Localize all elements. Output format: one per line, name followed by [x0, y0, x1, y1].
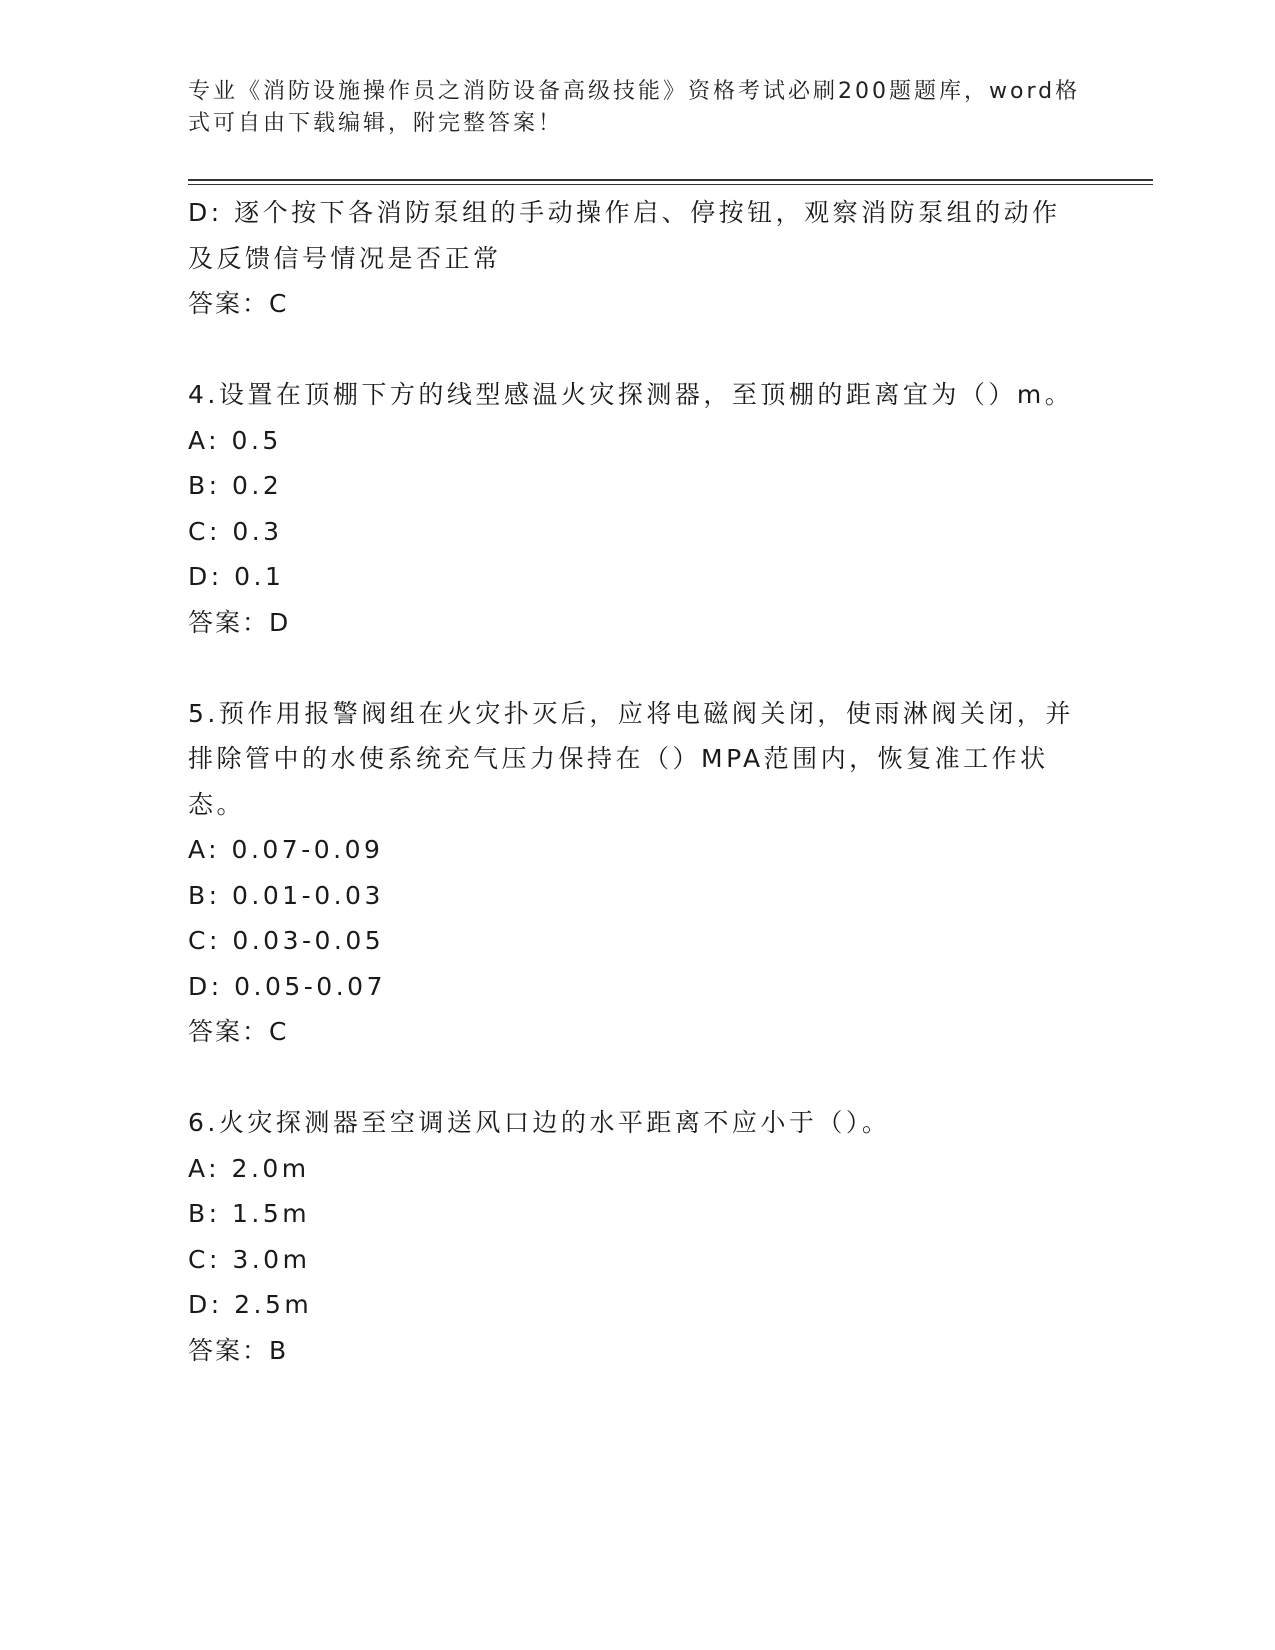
option-c: C: 3.0m	[188, 1244, 311, 1274]
question-stem: 4.设置在顶棚下方的线型感温火灾探测器，至顶棚的距离宜为（）m。	[188, 380, 1074, 409]
option-a: A: 0.07-0.09	[188, 835, 384, 864]
option-b: B: 0.2	[188, 471, 283, 500]
continued-answer: 答案：C	[188, 289, 289, 318]
option-c: C: 0.3	[188, 516, 283, 546]
header-rule-thin	[188, 184, 1153, 185]
question-5	[188, 691, 1088, 1055]
spacer	[188, 327, 1088, 373]
option-d: D: 0.05-0.07	[188, 971, 386, 1001]
header-rule-thick	[188, 179, 1153, 181]
question-stem: 6.火灾探测器至空调送风口边的水平距离不应小于（）。	[188, 1108, 891, 1137]
question-content	[188, 190, 1088, 1373]
spacer	[188, 645, 1088, 691]
option-b: B: 1.5m	[188, 1199, 311, 1228]
option-c: C: 0.03-0.05	[188, 926, 385, 955]
question-6	[188, 1100, 1088, 1373]
question-answer: 答案：D	[188, 607, 291, 637]
question-stem: 5.预作用报警阀组在火灾扑灭后，应将电磁阀关闭，使雨淋阀关闭，并排除管中的水使系统充气压力保持在（）MPA范围内，恢复准工作状态。	[188, 698, 1074, 819]
option-b: B: 0.01-0.03	[188, 880, 384, 910]
document-header: 专业《消防设施操作员之消防设备高级技能》资格考试必刷200题题库，word格式可自由下载编辑，附完整答案！	[188, 79, 1081, 136]
option-a: A: 0.5	[188, 425, 282, 455]
spacer	[188, 1055, 1088, 1101]
option-d: D: 0.1	[188, 562, 285, 591]
question-4	[188, 372, 1088, 645]
option-a: A: 2.0m	[188, 1153, 310, 1183]
question-answer: 答案：C	[188, 1017, 289, 1046]
continued-option-d: D: 逐个按下各消防泵组的手动操作启、停按钮，观察消防泵组的动作及反馈信号情况是否正常	[188, 198, 1061, 273]
question-answer: 答案：B	[188, 1335, 289, 1365]
option-d: D: 2.5m	[188, 1290, 313, 1319]
